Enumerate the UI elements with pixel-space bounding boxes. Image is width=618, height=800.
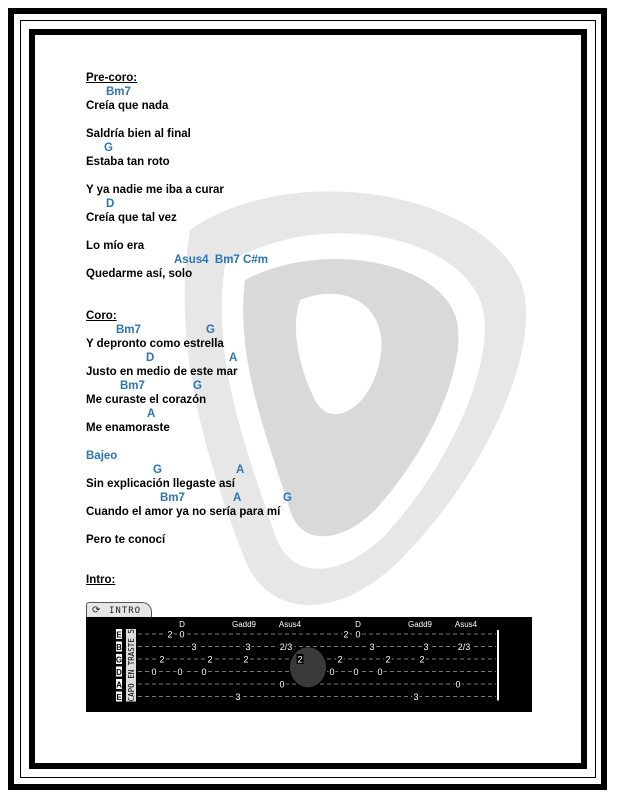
tab-chord-label: Asus4: [454, 620, 478, 629]
chord: A: [147, 408, 156, 420]
chord: Bm7: [116, 324, 141, 336]
tab-note: 0: [201, 667, 207, 677]
lyric-line: Justo en medio de este mar: [86, 366, 238, 378]
lyric-line: Quedarme así, solo: [86, 268, 193, 280]
lyric-line: Me enamoraste: [86, 422, 170, 434]
tablature-panel: [86, 617, 532, 712]
tab-note: 2: [419, 654, 425, 665]
chord: G: [153, 464, 162, 476]
tab-intro-label: [86, 602, 152, 618]
section-heading-intro: Intro:: [86, 574, 116, 586]
tab-note: 2: [167, 629, 173, 640]
tab-chord-label: Gadd9: [407, 620, 433, 629]
intro-tablature: [86, 602, 532, 712]
string-label: D: [116, 668, 122, 677]
tab-note: 3: [369, 642, 375, 652]
lyric-line: Creía que nada: [86, 100, 169, 112]
tab-note: 2: [243, 654, 249, 665]
section-heading-coro: Coro:: [86, 310, 117, 322]
string-label: E: [116, 630, 122, 640]
guitar-pick-watermark-icon: [150, 170, 530, 630]
tab-note: 0: [279, 679, 285, 690]
tab-note: 2: [385, 654, 391, 665]
tab-note: 2: [297, 654, 303, 665]
tab-chord-label: Asus4: [278, 620, 302, 629]
tab-note: 2: [159, 654, 165, 665]
tab-note: 3: [191, 642, 197, 652]
tab-note: 0: [329, 667, 335, 677]
chord: A: [236, 464, 245, 476]
string-label: E: [116, 693, 122, 702]
lyric-line: Lo mío era: [86, 240, 145, 252]
tab-note: 2/3: [279, 642, 293, 652]
refresh-icon: ⟳: [92, 605, 102, 616]
string-label: B: [116, 643, 122, 652]
string-label: G: [115, 655, 123, 665]
chord: D: [146, 352, 155, 364]
lyric-line: Estaba tan roto: [86, 156, 170, 168]
chord: Bm7: [106, 86, 131, 98]
lyric-line: Cuando el amor ya no sería para mí: [86, 506, 281, 518]
chord: Bm7: [120, 380, 145, 392]
guitar-pick-watermark-icon: [290, 647, 326, 687]
lyric-line: Pero te conocí: [86, 534, 166, 546]
tab-note: 3: [423, 642, 429, 652]
chord: G: [104, 142, 113, 154]
lyric-line: Saldría bien al final: [86, 128, 191, 140]
chord: G: [193, 380, 202, 392]
tab-note: 2/3: [457, 642, 471, 652]
tab-note: 3: [245, 642, 251, 652]
tab-title: INTRO: [109, 606, 142, 616]
chord: Asus4 Bm7 C#m: [174, 254, 268, 266]
string-label: A: [116, 680, 122, 690]
tab-chord-label: D: [179, 620, 185, 629]
tab-note: 0: [377, 667, 383, 677]
tablature-staff: [86, 617, 532, 712]
tab-note: 3: [413, 692, 419, 702]
tab-note: 0: [353, 667, 359, 677]
lyric-line: Y ya nadie me iba a curar: [86, 184, 224, 196]
section-heading-bajeo: Bajeo: [86, 450, 118, 462]
tab-note: 2: [343, 629, 349, 640]
lyric-line: Creía que tal vez: [86, 212, 177, 224]
chord: G: [206, 324, 215, 336]
tab-chord-label: Gadd9: [231, 620, 257, 629]
capo-label: CAPO EN TRASTE 5: [127, 629, 136, 702]
tab-note: 0: [179, 629, 185, 640]
chord: D: [106, 198, 115, 210]
tab-note: 2: [207, 654, 213, 665]
lyric-line: Sin explicación llegaste así: [86, 478, 235, 490]
tab-note: 0: [177, 667, 183, 677]
lyric-line: Me curaste el corazón: [86, 394, 207, 406]
tab-note: 2: [337, 654, 343, 665]
tab-note: 3: [235, 692, 241, 702]
chord: G: [283, 492, 292, 504]
tab-chord-label: D: [355, 620, 361, 629]
tab-note: 0: [455, 679, 461, 690]
tab-note: 0: [355, 629, 361, 640]
tab-note: 0: [151, 667, 157, 677]
section-heading-precoro: Pre-coro:: [86, 72, 138, 84]
lyric-line: Y depronto como estrella: [86, 338, 224, 350]
chord: A: [233, 492, 242, 504]
chord: A: [229, 352, 238, 364]
chord: Bm7: [160, 492, 185, 504]
